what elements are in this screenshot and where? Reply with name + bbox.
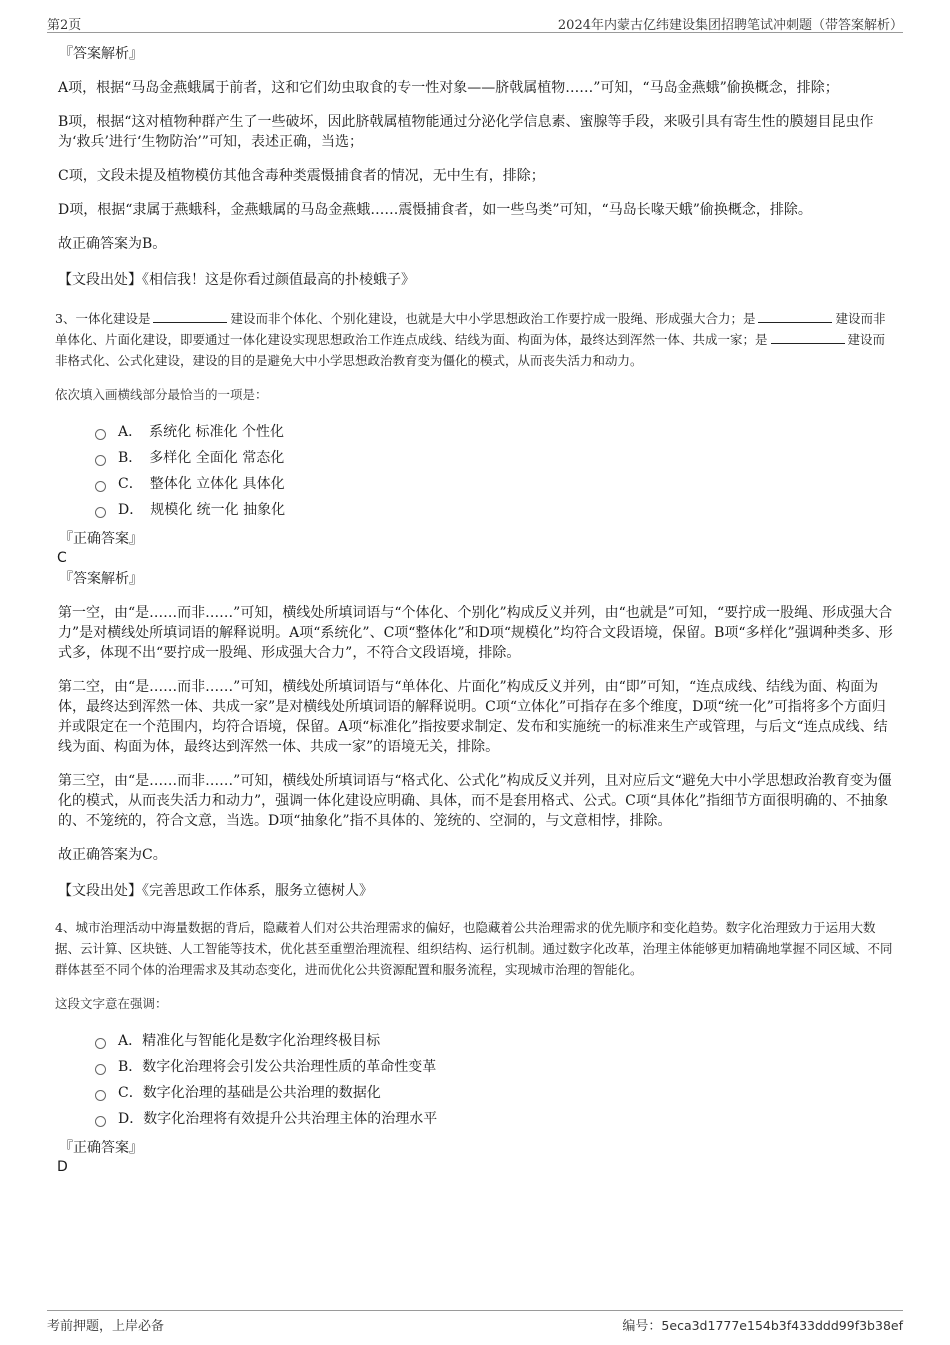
footer-slogan: 考前押题，上岸必备 bbox=[47, 1319, 165, 1334]
q4-prompt: 这段文字意在强调： bbox=[55, 996, 168, 1011]
q4-option-a[interactable]: A．精准化与智能化是数字化治理终极目标 bbox=[95, 1028, 895, 1054]
q3-analysis-3: 第三空，由“是……而非……”可知，横线处所填词语与“格式化、公式化”构成反义并列，且对应后文“避免大中小学思想政治教育变为僵化的模式，从而丧失活力和动力”，强调一体化建设应明确、具体，而不是套用格式、公式。C项“具体化”指细节方面很明确的、不抽象的、不笼统的，符合文意，当选。D项“抽象化”指不具体的、笼统的、空洞的，与文意相悖，排除。 bbox=[58, 773, 892, 829]
q3-analysis-label: 『答案解析』 bbox=[59, 571, 143, 587]
q3-options bbox=[95, 419, 895, 523]
radio-icon[interactable] bbox=[95, 1064, 106, 1075]
fill-blank-2 bbox=[758, 310, 832, 323]
q4-options bbox=[95, 1028, 895, 1132]
q3-option-a[interactable]: A． 系统化 标准化 个性化 bbox=[95, 419, 895, 445]
radio-icon[interactable] bbox=[95, 481, 106, 492]
q2-analysis-d: D项，根据“隶属于燕蛾科，金燕蛾属的马岛金燕蛾……震慑捕食者，如一些鸟类”可知，“马岛长喙天蛾”偷换概念，排除。 bbox=[58, 202, 812, 218]
q4-option-b[interactable]: B．数字化治理将会引发公共治理性质的革命性变革 bbox=[95, 1054, 895, 1080]
q4-option-c[interactable]: C．数字化治理的基础是公共治理的数据化 bbox=[95, 1080, 895, 1106]
fill-blank-1 bbox=[153, 310, 227, 323]
q3-analysis-1: 第一空，由“是……而非……”可知，横线处所填词语与“个体化、个别化”构成反义并列，由“也就是”可知，“要拧成一股绳、形成强大合力”是对横线处所填词语的解释说明。A项“系统化”、C项“整体化”和D项“规模化”均符合文段语境，保留。B项“多样化”强调种类多、形式多，体现不出“要拧成一股绳、形成强大合力”，不符合文段语境，排除。 bbox=[58, 605, 893, 661]
q4-answer: D bbox=[57, 1159, 68, 1175]
page-header bbox=[47, 10, 903, 33]
radio-icon[interactable] bbox=[95, 1090, 106, 1101]
q2-analysis-a: A项，根据“马岛金燕蛾属于前者，这和它们幼虫取食的专一性对象——脐戟属植物……”可知，“马岛金燕蛾”偷换概念，排除； bbox=[58, 80, 839, 96]
radio-icon[interactable] bbox=[95, 1116, 106, 1127]
q3-question: 3、一体化建设是 建设而非个体化、个别化建设，也就是大中小学思想政治工作要拧成一股绳、形成强大合力；是 建设而非单体化、片面化建设，即要通过一体化建设实现思想政治工作连点成线、结线为面、构面为体，最终达到浑然一体、共成一家；是 建设而非格式化、公式化建设，建设的目的是避免大中小学思想政治教育变为僵化的模式，从而丧失活力和动力。 bbox=[55, 311, 886, 368]
radio-icon[interactable] bbox=[95, 455, 106, 466]
page-number: 第2页 bbox=[47, 18, 82, 33]
q3-conclusion: 故正确答案为C。 bbox=[58, 847, 167, 863]
q3-answer-label: 『正确答案』 bbox=[59, 531, 143, 547]
q2-source: 【文段出处】《相信我！这是你看过颜值最高的扑棱蛾子》 bbox=[58, 272, 415, 288]
q3-analysis-2: 第二空，由“是……而非……”可知，横线处所填词语与“单体化、片面化”构成反义并列，由“即”可知，“连点成线、结线为面、构面为体，最终达到浑然一体、共成一家”是对横线处所填词语的解释说明。C项“立体化”可指存在多个维度，D项“统一化”可指将多个方面归并或限定在一个范围内，均符合语境，保留。A项“标准化”指按要求制定、发布和实施统一的标准来生产或管理，与后文“连点成线、结线为面、构面为体，最终达到浑然一体、共成一家”的语境无关，排除。 bbox=[58, 679, 888, 755]
q4-question: 4、城市治理活动中海量数据的背后，隐藏着人们对公共治理需求的偏好，也隐藏着公共治理需求的优先顺序和变化趋势。数字化治理致力于运用大数据、云计算、区块链、人工智能等技术，优化甚至重塑治理流程、组织结构、运行机制。通过数字化改革，治理主体能够更加精确地掌握不同区域、不同群体甚至不同个体的治理需求及其动态变化，进而优化公共资源配置和服务流程，实现城市治理的智能化。 bbox=[55, 920, 893, 977]
document-code: 编号：5eca3d1777e154b3f433ddd99f3b38ef bbox=[622, 1318, 903, 1334]
q3-option-c[interactable]: C． 整体化 立体化 具体化 bbox=[95, 471, 895, 497]
q3-prompt: 依次填入画横线部分最恰当的一项是： bbox=[55, 387, 268, 402]
q4-answer-label: 『正确答案』 bbox=[59, 1140, 143, 1156]
q3-answer: C bbox=[57, 550, 67, 566]
q2-conclusion: 故正确答案为B。 bbox=[58, 236, 167, 252]
radio-icon[interactable] bbox=[95, 1038, 106, 1049]
q2-analysis-b: B项，根据“这对植物种群产生了一些破坏，因此脐戟属植物能通过分泌化学信息素、蜜腺等手段，来吸引具有寄生性的膜翅目昆虫作为‘救兵’进行‘生物防治’”可知，表述正确，当选； bbox=[58, 114, 874, 150]
radio-icon[interactable] bbox=[95, 429, 106, 440]
document-title: 2024年内蒙古亿纬建设集团招聘笔试冲刺题（带答案解析） bbox=[557, 18, 903, 33]
q2-analysis-c: C项，文段未提及植物模仿其他含毒种类震慑捕食者的情况，无中生有，排除； bbox=[58, 168, 545, 184]
q4-option-d[interactable]: D．数字化治理将有效提升公共治理主体的治理水平 bbox=[95, 1106, 895, 1132]
q3-source: 【文段出处】《完善思政工作体系，服务立德树人》 bbox=[58, 883, 373, 899]
q2-analysis-label: 『答案解析』 bbox=[59, 46, 143, 62]
q3-option-d[interactable]: D． 规模化 统一化 抽象化 bbox=[95, 497, 895, 523]
page-content bbox=[55, 44, 895, 1176]
radio-icon[interactable] bbox=[95, 507, 106, 518]
q3-option-b[interactable]: B． 多样化 全面化 常态化 bbox=[95, 445, 895, 471]
fill-blank-3 bbox=[771, 331, 845, 344]
page-footer bbox=[47, 1310, 903, 1333]
